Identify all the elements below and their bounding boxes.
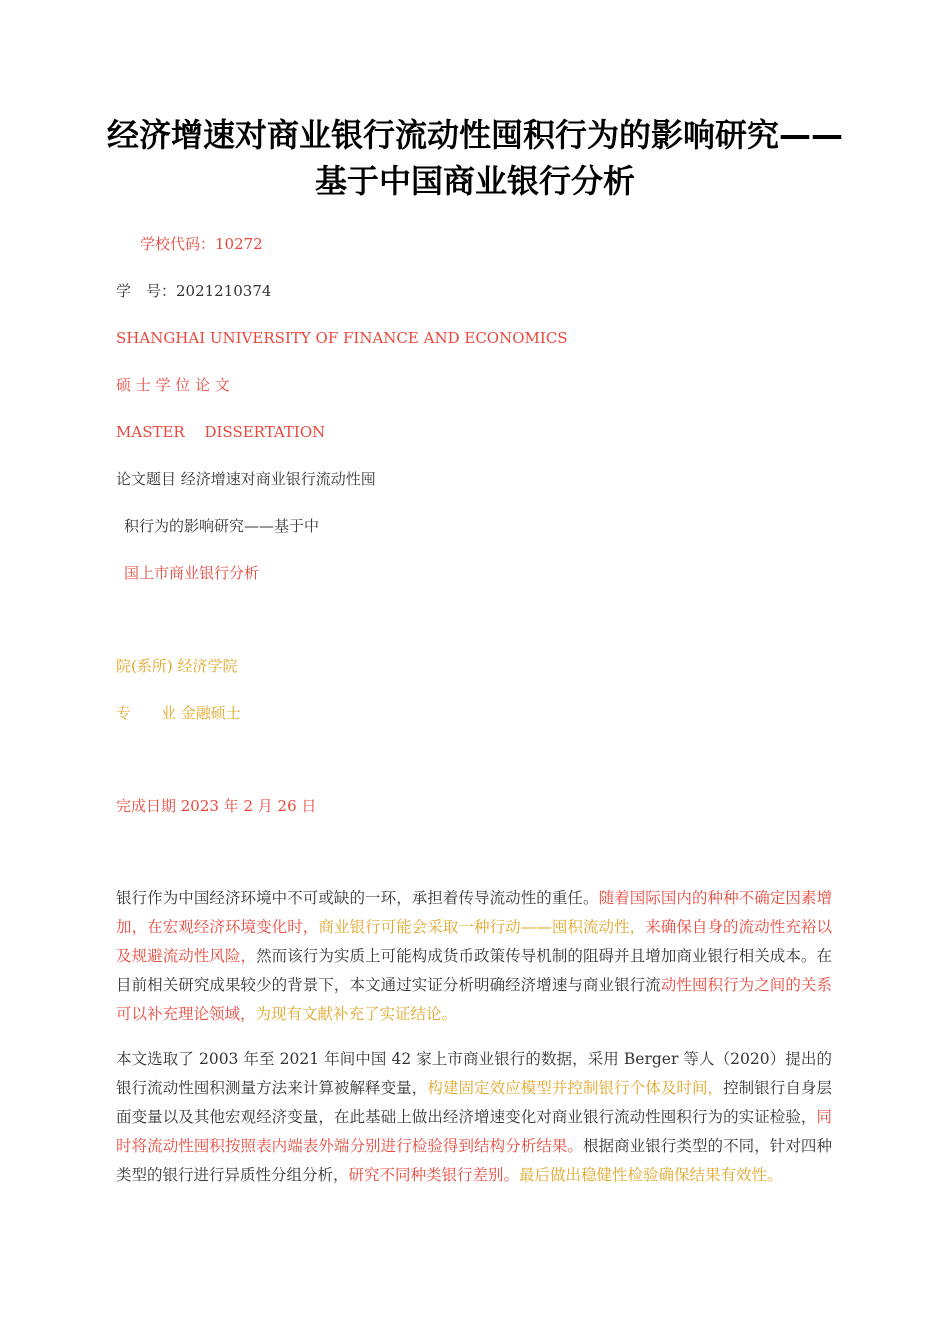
- p1-sentence-3: 商业银行可能会采取一种行动——囤积流动性，: [318, 918, 646, 936]
- p1-sentence-6: 动性囤积行为之间的关系可以补充理论领域，: [116, 976, 832, 1023]
- department: 院(系所) 经济学院: [116, 657, 238, 675]
- major: 专 业 金融硕士: [116, 704, 241, 722]
- completion-date: 完成日期 2023 年 2 月 26 日: [116, 797, 317, 815]
- student-id: 学 号：2021210374: [116, 282, 272, 300]
- p2-sentence-6: 研究不同种类银行差别。: [348, 1166, 520, 1184]
- p2-sentence-7: 最后做出稳健性检验确保结果有效性。: [519, 1166, 783, 1184]
- p2-sentence-5: 根据商业银行类型的不同，针对四种类型的银行进行异质性分组分析，: [116, 1137, 832, 1184]
- p2-sentence-3: 控制银行自身层面变量以及其他宏观经济变量，在此基础上做出经济增速变化对商业银行流动性囤积行为的实证检验，: [116, 1079, 832, 1126]
- p2-sentence-2: 构建固定效应模型并控制银行个体及时间，: [427, 1079, 724, 1097]
- p1-sentence-7: 为现有文献补充了实证结论。: [255, 1005, 458, 1023]
- p2-sentence-1: 本文选取了 2003 年至 2021 年间中国 42 家上市商业银行的数据，采用 Berger 等人（2020）提出的银行流动性囤积测量方法来计算被解释变量，: [116, 1050, 832, 1097]
- p1-sentence-2: 随着国际国内的种种不确定因素增加，在宏观经济环境变化时，: [116, 889, 832, 936]
- school-code: 学校代码：10272: [140, 235, 263, 253]
- university-name-en: SHANGHAI UNIVERSITY OF FINANCE AND ECONOMICS: [116, 329, 568, 347]
- abstract-paragraph-2: [116, 1045, 832, 1190]
- p2-sentence-4: 同时将流动性囤积按照表内端表外端分别进行检验得到结构分析结果。: [116, 1108, 832, 1155]
- p1-sentence-1: 银行作为中国经济环境中不可或缺的一环，承担着传导流动性的重任。: [116, 889, 599, 907]
- p1-sentence-5: 然而该行为实质上可能构成货币政策传导机制的阻碍并且增加商业银行相关成本。在目前相关研究成果较少的背景下，本文通过实证分析明确经济增速与商业银行流: [116, 947, 832, 994]
- document-title: 经济增速对商业银行流动性囤积行为的影响研究——基于中国商业银行分析: [106, 116, 843, 200]
- p1-sentence-4: 来确保自身的流动性充裕以及规避流动性风险，: [116, 918, 832, 965]
- thesis-title-line-3: 国上市商业银行分析: [124, 564, 260, 582]
- thesis-title-line-2: 积行为的影响研究——基于中: [124, 517, 320, 535]
- thesis-title-line-1: 论文题目 经济增速对商业银行流动性囤: [116, 470, 376, 488]
- abstract-paragraph-1: [116, 884, 832, 1029]
- degree-type-cn: 硕 士 学 位 论 文: [116, 376, 230, 394]
- degree-type-en: MASTER DISSERTATION: [116, 423, 326, 441]
